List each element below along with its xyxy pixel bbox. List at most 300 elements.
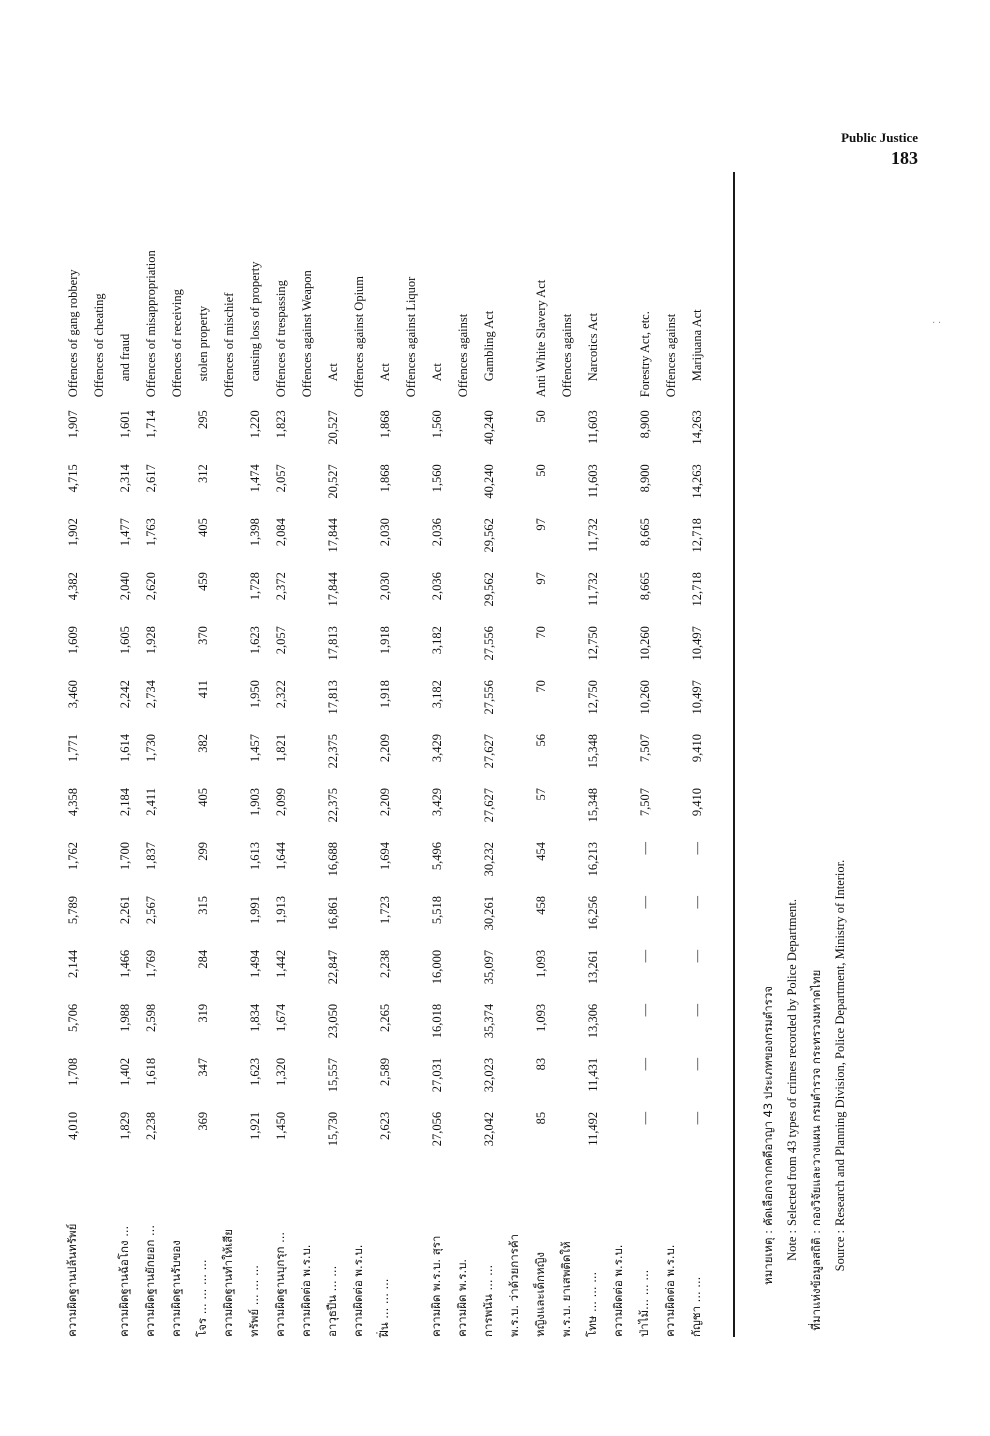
table-cell: 458 [533, 895, 548, 915]
thai-label: ป่าไม้... ... ... [637, 1269, 651, 1337]
table-cell [606, 569, 632, 623]
table-row [398, 180, 424, 1340]
table-cell: 5,496 [429, 841, 444, 871]
table-cell [164, 1109, 190, 1163]
table-cell [86, 839, 112, 893]
table-cell [450, 947, 476, 1001]
table-cell: 382 [195, 734, 210, 753]
thai-label: ความผิดฐานบุกรุก ... [273, 1231, 287, 1337]
table-cell: 2,084 [273, 518, 288, 547]
table-cell [502, 1001, 528, 1055]
english-label: and fraud [117, 333, 132, 382]
thai-label: กัญชา ... ... [689, 1276, 703, 1337]
table-cell [606, 893, 632, 947]
table-cell: 2,322 [273, 680, 288, 709]
table-cell [86, 677, 112, 731]
table-cell: 27,627 [481, 788, 496, 823]
table-cell [502, 1055, 528, 1109]
table-cell [86, 1109, 112, 1163]
table-cell [164, 515, 190, 569]
table-cell: 411 [195, 680, 210, 699]
table-cell [294, 515, 320, 569]
table-cell [164, 1001, 190, 1055]
table-cell: 4,715 [65, 464, 80, 493]
table-cell [450, 515, 476, 569]
table-cell: 1,623 [247, 626, 262, 655]
table-cell [398, 1055, 424, 1109]
thai-label: การพนัน ... ... [481, 1264, 495, 1337]
table-cell [658, 839, 684, 893]
english-label: Offences of cheating [91, 293, 106, 398]
table-cell: 2,261 [117, 895, 132, 925]
table-cell: 2,238 [377, 949, 392, 979]
table-cell: — [637, 1111, 652, 1125]
table-cell [554, 515, 580, 569]
english-label: Forestry Act, etc. [637, 311, 652, 398]
table-cell: — [689, 1111, 704, 1125]
table-cell: 14,263 [689, 410, 704, 445]
table-cell [164, 1055, 190, 1109]
table-cell: 1,823 [273, 410, 288, 439]
table-cell [346, 731, 372, 785]
table-cell [86, 947, 112, 1001]
table-cell [398, 731, 424, 785]
table-row [190, 180, 216, 1340]
table-cell [450, 461, 476, 515]
table-cell: 7,507 [637, 734, 652, 763]
table-cell [164, 407, 190, 461]
table-cell [606, 677, 632, 731]
table-cell: 2,734 [143, 680, 158, 709]
table-cell [450, 1109, 476, 1163]
table-row [658, 180, 684, 1340]
table-cell: 2,372 [273, 572, 288, 601]
crime-statistics-table [60, 180, 720, 1340]
table-cell [658, 947, 684, 1001]
table-cell [450, 407, 476, 461]
table-cell: 1,674 [273, 1003, 288, 1033]
table-cell: 1,913 [273, 895, 288, 925]
table-cell: 1,494 [247, 949, 262, 979]
table-cell: 1,723 [377, 895, 392, 925]
table-row [60, 180, 86, 1340]
table-cell: 3,429 [429, 788, 444, 817]
table-cell [606, 785, 632, 839]
table-cell: 1,991 [247, 895, 262, 925]
table-row [476, 180, 502, 1340]
table-cell: 12,718 [689, 518, 704, 553]
table-cell [450, 1001, 476, 1055]
table-cell: 1,928 [143, 626, 158, 655]
table-row [424, 180, 450, 1340]
table-cell: 2,040 [117, 572, 132, 601]
table-row [450, 180, 476, 1340]
note-label: Source : [833, 1230, 847, 1272]
table-cell: 1,834 [247, 1003, 262, 1033]
table-cell [164, 569, 190, 623]
table-cell: 2,036 [429, 518, 444, 547]
table-cell: 12,718 [689, 572, 704, 607]
english-label: Act [429, 363, 444, 382]
thai-label: ความผิดฐานทำให้เสีย [221, 1229, 235, 1337]
table-cell: 1,728 [247, 572, 262, 601]
table-cell [216, 731, 242, 785]
table-cell [554, 947, 580, 1001]
note-text: กองวิจัยและวางแผน กรมตำรวจ กระทรวงมหาดไทย [809, 969, 823, 1226]
table-cell [164, 839, 190, 893]
table-cell: 1,644 [273, 841, 288, 871]
english-label: Offences of misappropriation [143, 250, 158, 398]
table-cell [398, 947, 424, 1001]
table-cell [398, 569, 424, 623]
english-label: stolen property [195, 305, 210, 382]
table-cell [216, 839, 242, 893]
table-cell: 13,261 [585, 949, 600, 985]
table-cell: 22,375 [325, 788, 340, 823]
note-line [828, 340, 852, 1340]
table-cell: 27,056 [429, 1111, 444, 1147]
table-cell [86, 1001, 112, 1055]
english-label: Offences against Weapon [299, 270, 314, 398]
note-label: Note : [785, 1230, 799, 1261]
table-cell: 1,771 [65, 734, 80, 763]
table-cell [216, 677, 242, 731]
table-cell [294, 839, 320, 893]
table-cell: 8,665 [637, 518, 652, 547]
table-cell [346, 461, 372, 515]
table-cell: 3,182 [429, 626, 444, 655]
table-cell [606, 1055, 632, 1109]
table-cell: 15,730 [325, 1111, 340, 1147]
thai-label: ทรัพย์ ... ... ... [247, 1265, 261, 1337]
table-cell: 1,614 [117, 734, 132, 763]
table-cell: 2,589 [377, 1057, 392, 1086]
table-cell: 284 [195, 949, 210, 969]
table-cell: 370 [195, 626, 210, 645]
table-cell [502, 623, 528, 677]
table-cell: 2,057 [273, 626, 288, 655]
table-cell [294, 461, 320, 515]
table-cell [606, 623, 632, 677]
table-cell: 10,260 [637, 626, 652, 661]
table-row [502, 180, 528, 1340]
thai-label: ความผิดฐานยักยอก ... [143, 1225, 157, 1337]
table-cell: 1,821 [273, 734, 288, 763]
table-cell: 1,730 [143, 734, 158, 763]
table-cell [502, 839, 528, 893]
table-cell: 1,457 [247, 734, 262, 763]
table-cell: 27,556 [481, 626, 496, 661]
table-cell: 1,450 [273, 1111, 288, 1140]
table-cell: 1,474 [247, 464, 262, 493]
table-cell: 57 [533, 788, 548, 801]
table-cell [398, 515, 424, 569]
table-cell: — [637, 1003, 652, 1017]
table-cell: 22,847 [325, 949, 340, 985]
table-cell: — [689, 1003, 704, 1017]
table-cell: 2,036 [429, 572, 444, 601]
table-cell [502, 947, 528, 1001]
english-label: Offences against Liquor [403, 276, 418, 398]
table-cell: 1,560 [429, 410, 444, 439]
table-cell [502, 785, 528, 839]
table-cell: 11,603 [585, 464, 600, 499]
table-cell [294, 623, 320, 677]
table-cell: 2,184 [117, 788, 132, 817]
table-cell [294, 785, 320, 839]
table-cell [502, 407, 528, 461]
table-cell: 2,567 [143, 895, 158, 925]
table-cell: 2,598 [143, 1003, 158, 1033]
table-cell [346, 893, 372, 947]
table-cell [216, 785, 242, 839]
table-cell: 10,497 [689, 626, 704, 661]
table-cell: 1,609 [65, 626, 80, 655]
table-cell: 30,261 [481, 895, 496, 931]
table-cell [502, 569, 528, 623]
table-cell: 1,918 [377, 680, 392, 709]
thai-label: ความผิด พ.ร.บ. สุรา [429, 1235, 443, 1337]
table-row [138, 180, 164, 1340]
table-cell: 1,837 [143, 841, 158, 871]
table-cell [216, 893, 242, 947]
table-cell: 8,900 [637, 410, 652, 439]
table-cell: 1,560 [429, 464, 444, 493]
thai-label: พ.ร.บ. ว่าด้วยการค้า [507, 1233, 521, 1337]
thai-label: หญิงและเด็กหญิง [533, 1252, 547, 1337]
table-cell [346, 623, 372, 677]
table-row [112, 180, 138, 1340]
section-title: Public Justice [841, 130, 918, 145]
table-cell: 299 [195, 841, 210, 861]
table-cell: — [689, 1057, 704, 1071]
english-label: Gambling Act [481, 310, 496, 382]
table-cell: 29,562 [481, 572, 496, 607]
table-cell: 15,557 [325, 1057, 340, 1093]
table-cell: 2,242 [117, 680, 132, 709]
english-label: Marijuana Act [689, 309, 704, 382]
table-cell [554, 407, 580, 461]
table-cell: 22,375 [325, 734, 340, 769]
table-cell [502, 1109, 528, 1163]
table-cell: 454 [533, 841, 548, 861]
table-cell: 1,921 [247, 1111, 262, 1140]
table-cell: 70 [533, 626, 548, 639]
thai-label: ความผิดต่อ พ.ร.บ. [663, 1244, 677, 1337]
table-cell [86, 623, 112, 677]
table-cell: 1,868 [377, 464, 392, 493]
table-cell [502, 461, 528, 515]
table-cell: 1,950 [247, 680, 262, 709]
table-cell [554, 623, 580, 677]
table-cell [164, 677, 190, 731]
table-cell [216, 1001, 242, 1055]
table-cell: 2,099 [273, 788, 288, 817]
table-cell: 16,688 [325, 841, 340, 877]
note-text: คัดเลือกจากคดีอาญา 43 ประเภทของกรมตำรวจ [761, 985, 775, 1226]
table-cell: — [637, 895, 652, 909]
table-cell [450, 623, 476, 677]
note-label: ที่มาแห่งข้อมูลสถิติ : [809, 1230, 823, 1331]
table-cell: 27,556 [481, 680, 496, 715]
thai-label: ความผิดฐานรับของ [169, 1240, 183, 1337]
table-cell: 16,000 [429, 949, 444, 985]
table-cell: 17,844 [325, 518, 340, 553]
thai-label: โจร ... ... ... ... [195, 1259, 209, 1337]
table-row [528, 180, 554, 1340]
table-cell: 2,238 [143, 1111, 158, 1140]
table-cell [658, 407, 684, 461]
note-line [804, 340, 828, 1340]
table-cell [398, 407, 424, 461]
table-cell [398, 1109, 424, 1163]
english-label [606, 180, 632, 407]
table-cell: 14,263 [689, 464, 704, 499]
table-cell: 1,466 [117, 949, 132, 979]
table-cell [346, 947, 372, 1001]
table-cell: 319 [195, 1003, 210, 1023]
thai-label: ความผิดฐานฉ้อโกง ... [117, 1225, 131, 1337]
english-label: Offences against [455, 313, 470, 398]
table-row [684, 180, 710, 1340]
table-cell: 2,057 [273, 464, 288, 493]
table-row [606, 180, 632, 1340]
table-cell: 8,900 [637, 464, 652, 493]
thai-label: ความผิดต่อ พ.ร.บ. [611, 1244, 625, 1337]
table-cell [554, 1109, 580, 1163]
table-row [372, 180, 398, 1340]
table-cell: 56 [533, 734, 548, 747]
table-cell [554, 1055, 580, 1109]
table-cell [216, 407, 242, 461]
table-cell: 4,382 [65, 572, 80, 601]
table-cell [294, 1055, 320, 1109]
table-cell [216, 1055, 242, 1109]
table-bottom-rule [733, 172, 735, 1337]
table-cell [450, 569, 476, 623]
table-cell [346, 407, 372, 461]
table-cell: 1,907 [65, 410, 80, 439]
english-label: Offences against Opium [351, 275, 366, 398]
table-row [86, 180, 112, 1340]
table-cell [554, 677, 580, 731]
table-cell: 12,750 [585, 680, 600, 715]
english-label: Offences of mischief [221, 292, 236, 398]
table-cell [294, 893, 320, 947]
table-cell: 1,868 [377, 410, 392, 439]
table-cell [450, 677, 476, 731]
table-cell [164, 623, 190, 677]
thai-label: ความผิดต่อ พ.ร.บ. [351, 1244, 365, 1337]
table-cell: 50 [533, 464, 548, 477]
table-cell [554, 731, 580, 785]
table-cell: 1,398 [247, 518, 262, 547]
table-cell [658, 677, 684, 731]
table-cell [606, 839, 632, 893]
table-cell: 17,813 [325, 626, 340, 661]
table-cell: 1,762 [65, 841, 80, 871]
table-cell [606, 731, 632, 785]
table-cell: 97 [533, 572, 548, 585]
english-label: Anti White Slavery Act [533, 279, 548, 398]
table-cell: 3,429 [429, 734, 444, 763]
table-cell [450, 1055, 476, 1109]
english-label: Offences against [559, 313, 574, 398]
table-cell: 40,240 [481, 464, 496, 499]
table-cell: 35,374 [481, 1003, 496, 1039]
table-cell [216, 461, 242, 515]
table-row [580, 180, 606, 1340]
table-cell [554, 569, 580, 623]
table-cell: 40,240 [481, 410, 496, 445]
english-label [502, 180, 528, 407]
table-cell [606, 947, 632, 1001]
note-line [756, 340, 780, 1340]
table-cell: 3,460 [65, 680, 80, 709]
table-cell [294, 947, 320, 1001]
table-cell: 35,097 [481, 949, 496, 985]
table-cell: 2,030 [377, 572, 392, 601]
table-cell [346, 677, 372, 731]
table-row [242, 180, 268, 1340]
table-cell: — [637, 949, 652, 963]
table-cell [216, 569, 242, 623]
table-cell: — [689, 895, 704, 909]
table-cell [450, 785, 476, 839]
table-row [554, 180, 580, 1340]
table-cell: 1,700 [117, 841, 132, 871]
table-cell: 3,182 [429, 680, 444, 709]
table-cell: 11,732 [585, 518, 600, 553]
table-cell: 5,706 [65, 1003, 80, 1033]
table-cell: 16,213 [585, 841, 600, 877]
table-cell: 1,829 [117, 1111, 132, 1140]
table-cell: 15,348 [585, 788, 600, 823]
table-cell [658, 1109, 684, 1163]
table-row [346, 180, 372, 1340]
table-cell: 8,665 [637, 572, 652, 601]
table-cell [658, 1055, 684, 1109]
table-cell [554, 839, 580, 893]
table-cell [606, 407, 632, 461]
table-cell: 5,518 [429, 895, 444, 925]
table-cell [450, 893, 476, 947]
table-cell: 1,605 [117, 626, 132, 655]
table-cell: 2,314 [117, 464, 132, 493]
thai-label: ฝิ่น ... ... ... [377, 1278, 391, 1337]
table-cell [164, 893, 190, 947]
table-cell: 405 [195, 788, 210, 807]
table-cell [86, 515, 112, 569]
table-cell: 1,694 [377, 841, 392, 871]
table-cell: 9,410 [689, 788, 704, 817]
table-cell: 11,431 [585, 1057, 600, 1092]
english-label: Offences against [663, 313, 678, 398]
table-cell: 4,010 [65, 1111, 80, 1140]
table-cell: 1,714 [143, 410, 158, 439]
table-cell [164, 731, 190, 785]
table-cell [86, 1055, 112, 1109]
table-cell: 1,613 [247, 841, 262, 871]
note-line [780, 340, 804, 1340]
table-cell [346, 839, 372, 893]
table-cell: 369 [195, 1111, 210, 1131]
table-cell [346, 515, 372, 569]
table-cell: 4,358 [65, 788, 80, 817]
table-cell: — [689, 949, 704, 963]
thai-label [86, 1163, 112, 1340]
table-cell [294, 569, 320, 623]
